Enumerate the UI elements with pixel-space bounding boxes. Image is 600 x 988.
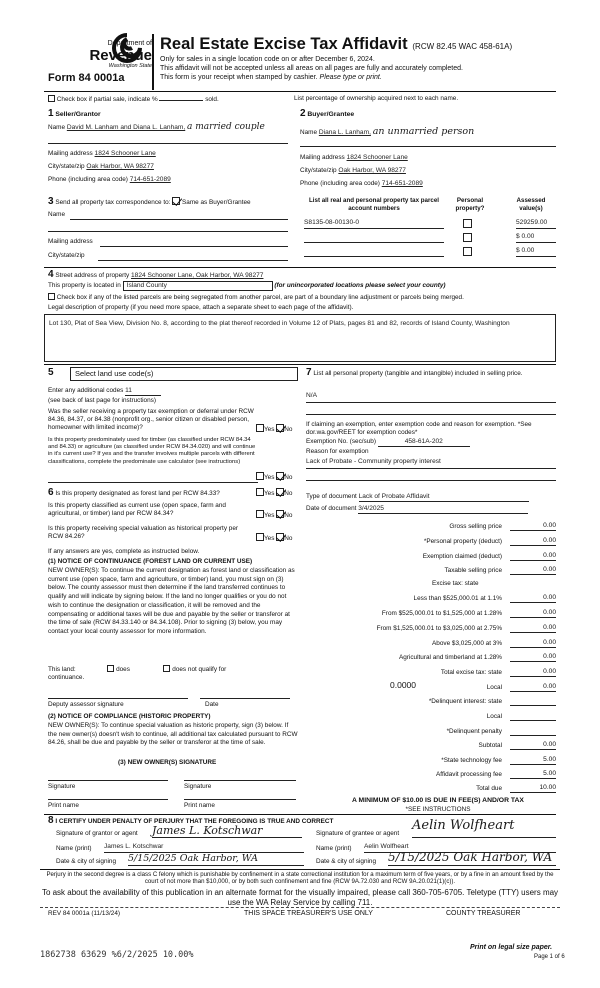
grantee-date-city[interactable]: 5/15/2025 Oak Harbor, WA xyxy=(388,850,556,866)
seller-city-field[interactable] xyxy=(48,163,288,171)
county-treasurer-label: COUNTY TREASURER xyxy=(446,910,521,917)
section-3-text: Send all property tax correspondence to: xyxy=(55,199,171,206)
section-4-number: 4 xyxy=(48,269,54,280)
seller-name-handwritten: a married couple xyxy=(187,122,265,132)
county-row xyxy=(48,281,446,291)
reason-line2 xyxy=(306,480,556,481)
taxable-price-row xyxy=(318,566,556,575)
exemption-deduct-label: Exemption claimed (deduct) xyxy=(422,553,502,561)
tech-fee-value[interactable]: 5.00 xyxy=(510,756,556,765)
seller-name-value: David M. Lanham and Diana L. Lanham, xyxy=(66,124,186,131)
yes-label: Yes xyxy=(264,426,275,433)
bracket-4-label: Above $3,025,000 at 3% xyxy=(432,640,502,648)
personal-property-text xyxy=(306,367,556,379)
penalty-row xyxy=(318,727,556,736)
personal-checkbox-1[interactable] xyxy=(463,219,472,228)
section-3-heading xyxy=(48,196,251,208)
local-rate: 0.0000 xyxy=(390,680,416,690)
legal-description-label: Legal description of property (if you need more space, attach a separate sheet to each page of the affidavit). xyxy=(48,304,354,311)
dor-swirl-icon xyxy=(112,33,142,63)
bracket-2-row xyxy=(318,609,556,618)
exemption-no-checkbox[interactable] xyxy=(276,424,284,432)
see-instructions: *SEE INSTRUCTIONS xyxy=(405,806,471,813)
parcel-col-header: List all real and personal property tax parcel account numbers xyxy=(309,197,439,212)
delinquent-state-row xyxy=(318,697,556,706)
buyer-name-label: Name xyxy=(300,129,318,136)
personal-col-header: Personal property? xyxy=(455,197,485,212)
grantor-date-label: Date & city of signing xyxy=(56,858,117,865)
additional-codes-field[interactable] xyxy=(48,387,161,396)
same-as-buyer-checkbox[interactable] xyxy=(172,197,180,205)
total-state-value[interactable]: 0.00 xyxy=(510,668,556,677)
certify-text: I CERTIFY UNDER PENALTY OF PERJURY THAT THE FOREGOING IS TRUE AND CORRECT xyxy=(55,818,334,825)
tax-corr-name-field[interactable] xyxy=(48,211,288,219)
section-7-number: 7 xyxy=(306,367,312,378)
land-use-select[interactable]: Select land use code(s) xyxy=(70,367,298,381)
forest-q-row xyxy=(48,487,258,499)
recording-stamp: 1862738 63629 %6/2/2025 10.00% xyxy=(40,950,194,960)
street-label: Street address of property xyxy=(55,272,130,279)
section-8-number: 8 xyxy=(48,815,54,826)
assessed-value-1[interactable]: 529259.00 xyxy=(516,219,556,229)
tech-fee-row xyxy=(318,756,556,765)
bracket-2-value[interactable]: 0.00 xyxy=(510,609,556,618)
street-value: 1824 Schooner Lane, Oak Harbor, WA 98277 xyxy=(131,272,264,279)
bracket-3-value[interactable]: 0.00 xyxy=(510,624,556,633)
buyer-phone-field[interactable] xyxy=(300,180,556,188)
rule-top xyxy=(44,91,556,92)
yes-instructions-note: If any answers are yes, complete as instructed below. xyxy=(48,548,200,555)
no-label: No xyxy=(284,490,293,497)
doc-date-label: Date of document xyxy=(306,505,357,512)
perjury-notice: Perjury in the second degree is a class C felony which is punishable by confinement in a state correctional institution for a maximum term of five years, or by a fine in an amount fixed by the court of not more than $10,000, or by both such confinement and fine (RCW 9A.72.030 and RCW 9A.20.021(1)(c)). xyxy=(46,871,554,886)
yes-label: Yes xyxy=(264,490,275,497)
rule-footer xyxy=(40,869,560,870)
personal-deduct-value[interactable]: 0.00 xyxy=(510,537,556,546)
processing-fee-value[interactable]: 5.00 xyxy=(510,770,556,779)
seller-mail-label: Mailing address xyxy=(48,150,93,157)
penalty-label: *Delinquent penalty xyxy=(446,728,502,736)
total-due-value[interactable]: 10.00 xyxy=(510,784,556,793)
section-2-number: 2 xyxy=(300,108,306,119)
page-number: Page 1 of 6 xyxy=(534,954,565,960)
header-sub3: This form is your receipt when stamped by cashier. xyxy=(160,74,318,81)
treasurer-use-label: THIS SPACE TREASURER'S USE ONLY xyxy=(244,910,373,917)
partial-sale-checkbox[interactable] xyxy=(48,95,55,102)
buyer-mail-field[interactable] xyxy=(300,154,556,162)
processing-fee-label: Affidavit processing fee xyxy=(436,771,502,779)
total-state-row xyxy=(318,668,556,677)
buyer-city-value: Oak Harbor, WA 98277 xyxy=(338,167,406,174)
new-owner-signature-heading: (3) NEW OWNER(S) SIGNATURE xyxy=(118,759,217,766)
local-tax-row xyxy=(318,683,556,692)
form-rcw: (RCW 82.45 WAC 458-61A) xyxy=(412,42,513,51)
yes-label: Yes xyxy=(264,535,275,542)
owner2-sig-line[interactable] xyxy=(184,780,296,781)
does-not-checkbox[interactable] xyxy=(163,665,170,672)
doc-date-value: 3/4/2025 xyxy=(358,505,528,514)
seller-heading xyxy=(48,108,101,120)
timber-yes-no xyxy=(256,472,292,482)
tax-corr-city-label: City/state/zip xyxy=(48,252,85,259)
unincorporated-note: (for unincorporated locations please select your county) xyxy=(274,282,446,289)
seller-city-value: Oak Harbor, WA 98277 xyxy=(86,163,154,170)
delinquent-local-row xyxy=(318,712,556,721)
current-use-yes-checkbox[interactable] xyxy=(256,510,264,518)
rule-4 xyxy=(44,267,556,268)
segregate-row xyxy=(48,293,464,302)
local-tax-value[interactable]: 0.00 xyxy=(510,683,556,692)
exemption-question: Was the seller receiving a property tax exemption or deferral under RCW 84.36, 84.37, or 84.38 (nonprofit org., senior citizen or disabled person, homeowner with limited income)? xyxy=(48,408,254,431)
parcel-number-2[interactable] xyxy=(304,233,444,243)
penalty-value[interactable] xyxy=(510,727,556,736)
seller-mail-value: 1824 Schooner Lane xyxy=(94,150,156,157)
doc-type-label: Type of document xyxy=(306,493,357,500)
processing-fee-row xyxy=(318,770,556,779)
exemption-deduct-row xyxy=(318,552,556,561)
subtotal-value[interactable]: 0.00 xyxy=(510,741,556,750)
partial-sale-row xyxy=(48,95,219,104)
seller-phone-field[interactable] xyxy=(48,176,288,184)
grantee-signature[interactable]: Aelin Wolfheart xyxy=(412,818,556,838)
revision-code: REV 84 0001a (11/13/24) xyxy=(48,910,121,917)
no-label: No xyxy=(284,535,293,542)
additional-codes-label: Enter any additional codes xyxy=(48,387,124,394)
timber-yes-checkbox[interactable] xyxy=(256,472,264,480)
form-title: Real Estate Excise Tax Affidavit xyxy=(160,35,408,53)
reason-line1 xyxy=(306,468,556,469)
subtotal-label: Subtotal xyxy=(478,742,502,750)
historic-question: Is this property receiving special valuation as historical property per RCW 84.26? xyxy=(48,525,239,540)
buyer-name-value: Diana L. Lanham, xyxy=(318,129,371,136)
percentage-note: List percentage of ownership acquired next to each name. xyxy=(294,95,459,102)
bracket-2-label: From $525,000.01 to $1,525,000 at 1.28% xyxy=(381,610,502,618)
bracket-1-value[interactable]: 0.00 xyxy=(510,594,556,603)
tax-corr-mail-label: Mailing address xyxy=(48,238,93,245)
historic-no-checkbox[interactable] xyxy=(276,533,284,541)
exemption-no-field[interactable] xyxy=(306,438,470,447)
forest-yes-no xyxy=(256,488,292,498)
total-due-label: Total due xyxy=(476,785,502,793)
buyer-phone-label: Phone (including area code) xyxy=(300,180,380,187)
timber-underline xyxy=(48,482,258,483)
tax-corr-line2 xyxy=(48,231,288,232)
accessibility-notice: To ask about the availability of this publication in an alternate format for the visually impaired, please call 360-705-6705. Teletype (TTY) users may use the WA Relay Service by calling 711. xyxy=(41,888,559,907)
tax-corr-name-label: Name xyxy=(48,211,66,218)
buyer-name-handwritten: an unmarried person xyxy=(372,126,475,137)
dept-line: Department of xyxy=(107,40,152,47)
delinquent-local-label: Local xyxy=(486,713,502,721)
state-line: Washington State xyxy=(108,62,152,69)
bracket-5-value[interactable]: 0.00 xyxy=(510,653,556,662)
grantee-date-label: Date & city of signing xyxy=(316,858,377,865)
forest-no-checkbox[interactable] xyxy=(276,488,284,496)
taxable-price-label: Taxable selling price xyxy=(444,567,502,575)
personal-property-line2 xyxy=(306,414,556,415)
tax-corr-city-field[interactable] xyxy=(48,252,288,260)
exemption-yes-checkbox[interactable] xyxy=(256,424,264,432)
seller-name-line2 xyxy=(48,143,288,144)
gross-price-value[interactable]: 0.00 xyxy=(510,522,556,531)
notice-compliance-text: NEW OWNER(S): To continue special valuation as historic property, sign (3) below. If the new owner(s) doesn't wish to continue, all additional tax calculated pursuant to RCW 84.26, shall be due and payable by the seller or transferor at the time of sale. xyxy=(48,722,298,747)
tax-corr-name-line xyxy=(70,219,288,220)
historic-yes-no xyxy=(256,533,292,543)
exemption-no-label: Exemption No. (sec/sub) xyxy=(306,438,376,445)
does-not-label: does not qualify for xyxy=(172,666,227,673)
personal-checkbox-2[interactable] xyxy=(463,233,472,242)
seller-name-label: Name xyxy=(48,124,66,131)
buyer-name-line2 xyxy=(300,146,556,147)
current-use-question: Is this property classified as current use (open space, farm and agricultural, or timber) land per RCW 84.34? xyxy=(48,502,226,517)
current-use-no-checkbox[interactable] xyxy=(276,510,284,518)
seller-name-field[interactable] xyxy=(48,122,288,134)
street-address-field[interactable] xyxy=(48,269,263,281)
exemption-yes-no xyxy=(256,424,292,434)
parcel-number-1[interactable]: S8135-08-00130-0 xyxy=(304,219,444,229)
exemption-instructions: If claiming an exemption, enter exemption code and reason for exemption. *See dor.wa.gov/REET for exemption codes* xyxy=(306,421,532,436)
assessed-value-3[interactable]: $ 0.00 xyxy=(516,247,556,257)
continuance-label: continuance. xyxy=(48,674,85,681)
deputy-date-label: Date xyxy=(205,701,219,708)
section-1-number: 1 xyxy=(48,108,54,119)
partial-sale-label: Check box if partial sale, indicate % xyxy=(56,96,158,103)
buyer-city-field[interactable] xyxy=(300,167,556,175)
grantee-print-name[interactable]: Aelin Wolfheart xyxy=(364,843,556,853)
gross-price-label: Gross selling price xyxy=(449,523,502,531)
gross-price-row xyxy=(318,522,556,531)
additional-codes-value: 11 xyxy=(125,387,161,396)
owner1-sig-label: Signature xyxy=(48,783,76,790)
deputy-date-line[interactable] xyxy=(200,698,290,699)
no-label: No xyxy=(284,474,293,481)
segregate-checkbox[interactable] xyxy=(48,293,55,300)
no-label: No xyxy=(284,426,293,433)
revenue-wordmark: Revenue xyxy=(89,46,152,64)
rule-5 xyxy=(44,364,556,365)
grantee-print-label: Name (print) xyxy=(316,845,352,852)
historic-yes-checkbox[interactable] xyxy=(256,533,264,541)
same-as-buyer-label: Same as Buyer/Grantee xyxy=(182,199,251,206)
header-sub1: Only for sales in a single location code on or after December 6, 2024. xyxy=(160,56,375,63)
tax-corr-mail-line xyxy=(100,246,288,247)
seller-city-label: City/state/zip xyxy=(48,163,85,170)
buyer-phone-value: 714-651-2089 xyxy=(381,180,423,187)
doc-type-value: Lack of Probate Affidavit xyxy=(359,493,529,502)
no-label: No xyxy=(284,512,293,519)
rule-dashed xyxy=(40,907,560,908)
this-land-label: This land: xyxy=(48,666,76,673)
excise-state-label: Excise tax: state xyxy=(432,580,479,587)
seller-phone-label: Phone (including area code) xyxy=(48,176,128,183)
forest-question: Is this property designated as forest land per RCW 84.33? xyxy=(55,490,220,497)
grantor-signature[interactable]: James L. Kotschwar xyxy=(152,824,302,838)
notice-continuance-text: NEW OWNER(S): To continue the current designation as forest land or classification as current use (open space, farm and agriculture, or timber) land, you must sign on (3) below. The county assessor must then determine if the land transferred continues to qualify and will indicate by signing below. If the land no longer qualifies or you do not wish to continue the designation or classification, it will be removed and the compensating or additional taxes will be due and payable by the seller or transferor at the time of sale (RCW 84.33.140 or 84.34.108). Prior to signing (3) below, you may contact your local county assessor for more information. xyxy=(48,567,295,635)
partial-sale-percent-field[interactable] xyxy=(159,100,203,101)
local-tax-label: Local xyxy=(486,684,502,692)
header-instructions xyxy=(160,55,540,82)
assessed-col-header: Assessed value(s) xyxy=(516,197,546,212)
timber-question: Is this property predominately used for timber (as classified under RCW 84.34 and 84.33) or agriculture (as classified under RCW 84.34.020) and will continue in it's current use? If yes and the transfer involves multiple parcels with different classifications, complete the predominate use calculator (see instructions) xyxy=(48,437,256,465)
grantor-print-name[interactable]: James L. Kotschwar xyxy=(104,843,304,853)
personal-property-line1 xyxy=(306,402,556,403)
grantor-print-label: Name (print) xyxy=(56,845,92,852)
owner2-print-line[interactable] xyxy=(184,799,296,800)
buyer-heading xyxy=(300,108,354,120)
forest-yes-checkbox[interactable] xyxy=(256,488,264,496)
personal-checkbox-3[interactable] xyxy=(463,247,472,256)
grantor-sig-label: Signature of grantor or agent xyxy=(56,830,138,837)
form-number: Form 84 0001a xyxy=(48,72,125,84)
total-state-label: Total excise tax: state xyxy=(440,669,502,677)
buyer-heading-label: Buyer/Grantee xyxy=(307,111,355,118)
delinquent-state-label: *Delinquent interest: state xyxy=(428,698,502,706)
owner2-print-label: Print name xyxy=(184,802,215,809)
minimum-due-notice: A MINIMUM OF $10.00 IS DUE IN FEE(S) AND/OR TAX xyxy=(352,797,524,804)
located-label: This property is located in xyxy=(48,282,121,289)
grantor-date-city[interactable]: 5/15/2025 Oak Harbor, WA xyxy=(128,853,304,866)
total-due-row xyxy=(318,784,556,793)
bracket-1-row xyxy=(318,594,556,603)
personal-property-value[interactable]: N/A xyxy=(306,392,317,399)
seller-phone-value: 714-651-2089 xyxy=(129,176,171,183)
partial-sale-sold: sold. xyxy=(205,96,219,103)
notice-continuance-heading: (1) NOTICE OF CONTINUANCE (FOREST LAND OR CURRENT USE) xyxy=(48,558,253,565)
section-3-number: 3 xyxy=(48,196,54,207)
parcel-number-3[interactable] xyxy=(304,247,444,257)
yes-label: Yes xyxy=(264,474,275,481)
delinquent-state-value[interactable] xyxy=(510,697,556,706)
subtotal-row xyxy=(318,741,556,750)
bracket-4-row xyxy=(318,639,556,648)
section-5-number: 5 xyxy=(48,367,54,378)
owner1-sig-line[interactable] xyxy=(48,780,168,781)
form-title-block xyxy=(160,34,512,54)
exemption-no-value: 458-61A-202 xyxy=(378,438,470,447)
owner1-print-label: Print name xyxy=(48,802,79,809)
deputy-label: Deputy assessor signature xyxy=(48,701,124,708)
exemption-deduct-value[interactable]: 0.00 xyxy=(510,552,556,561)
seller-mail-field[interactable] xyxy=(48,150,288,158)
tax-corr-mail-field[interactable] xyxy=(48,238,288,246)
tech-fee-label: *State technology fee xyxy=(441,757,502,765)
bracket-5-label: Agricultural and timberland at 1.28% xyxy=(398,654,502,662)
does-checkbox[interactable] xyxy=(107,665,114,672)
deputy-sig-line[interactable] xyxy=(48,698,188,699)
delinquent-local-value[interactable] xyxy=(510,712,556,721)
header-divider xyxy=(152,34,154,90)
personal-deduct-row xyxy=(318,537,556,546)
current-use-yes-no xyxy=(256,510,292,520)
bracket-4-value[interactable]: 0.00 xyxy=(510,639,556,648)
taxable-price-value[interactable]: 0.00 xyxy=(510,566,556,575)
reason-value[interactable]: Lack of Probate - Community property interest xyxy=(306,458,441,465)
legal-size-note: Print on legal size paper. xyxy=(470,944,553,951)
buyer-mail-value: 1824 Schooner Lane xyxy=(346,154,408,161)
owner2-sig-label: Signature xyxy=(184,783,212,790)
grantee-sig-label: Signature of grantee or agent xyxy=(316,830,400,837)
does-label: does xyxy=(116,666,130,673)
doc-type-field[interactable] xyxy=(306,493,529,502)
bracket-5-row xyxy=(318,653,556,662)
buyer-name-field[interactable] xyxy=(300,126,556,138)
reason-label: Reason for exemption xyxy=(306,448,369,455)
assessed-value-2[interactable]: $ 0.00 xyxy=(516,233,556,243)
header-sub2: This affidavit will not be accepted unless all areas on all pages are fully and accurately completed. xyxy=(160,65,463,72)
section-7-text: List all personal property (tangible and intangible) included in selling price. xyxy=(313,370,523,377)
header-sub3b: Please type or print. xyxy=(319,74,382,81)
see-back-note: (see back of last page for instructions) xyxy=(48,397,156,404)
timber-no-checkbox[interactable] xyxy=(276,472,284,480)
notice-compliance-heading: (2) NOTICE OF COMPLIANCE (HISTORIC PROPERTY) xyxy=(48,713,211,720)
bracket-3-label: From $1,525,000.01 to $3,025,000 at 2.75% xyxy=(376,625,502,633)
section-6-number: 6 xyxy=(48,487,54,498)
legal-description-box[interactable]: Lot 130, Plat of Sea View, Division No. 8, according to the plat thereof recorded in Volume 12 of Plats, pages 81 and 82, records of Island County, Washington xyxy=(44,314,556,362)
bracket-1-label: Less than $525,000.01 at 1.1% xyxy=(413,595,502,603)
seller-heading-label: Seller/Grantor xyxy=(55,111,101,118)
yes-label: Yes xyxy=(264,512,275,519)
buyer-city-label: City/state/zip xyxy=(300,167,337,174)
this-land-row xyxy=(48,665,226,674)
buyer-mail-label: Mailing address xyxy=(300,154,345,161)
segregate-label: Check box if any of the listed parcels are being segregated from another parcel, are part of a boundary line adjustment or parcels being merged. xyxy=(56,294,464,301)
tax-corr-city-line xyxy=(98,260,288,261)
doc-date-field[interactable] xyxy=(306,505,528,514)
bracket-3-row xyxy=(318,624,556,633)
personal-deduct-label: *Personal property (deduct) xyxy=(423,538,502,546)
county-select[interactable]: Island County xyxy=(123,281,273,291)
owner1-print-line[interactable] xyxy=(48,799,168,800)
